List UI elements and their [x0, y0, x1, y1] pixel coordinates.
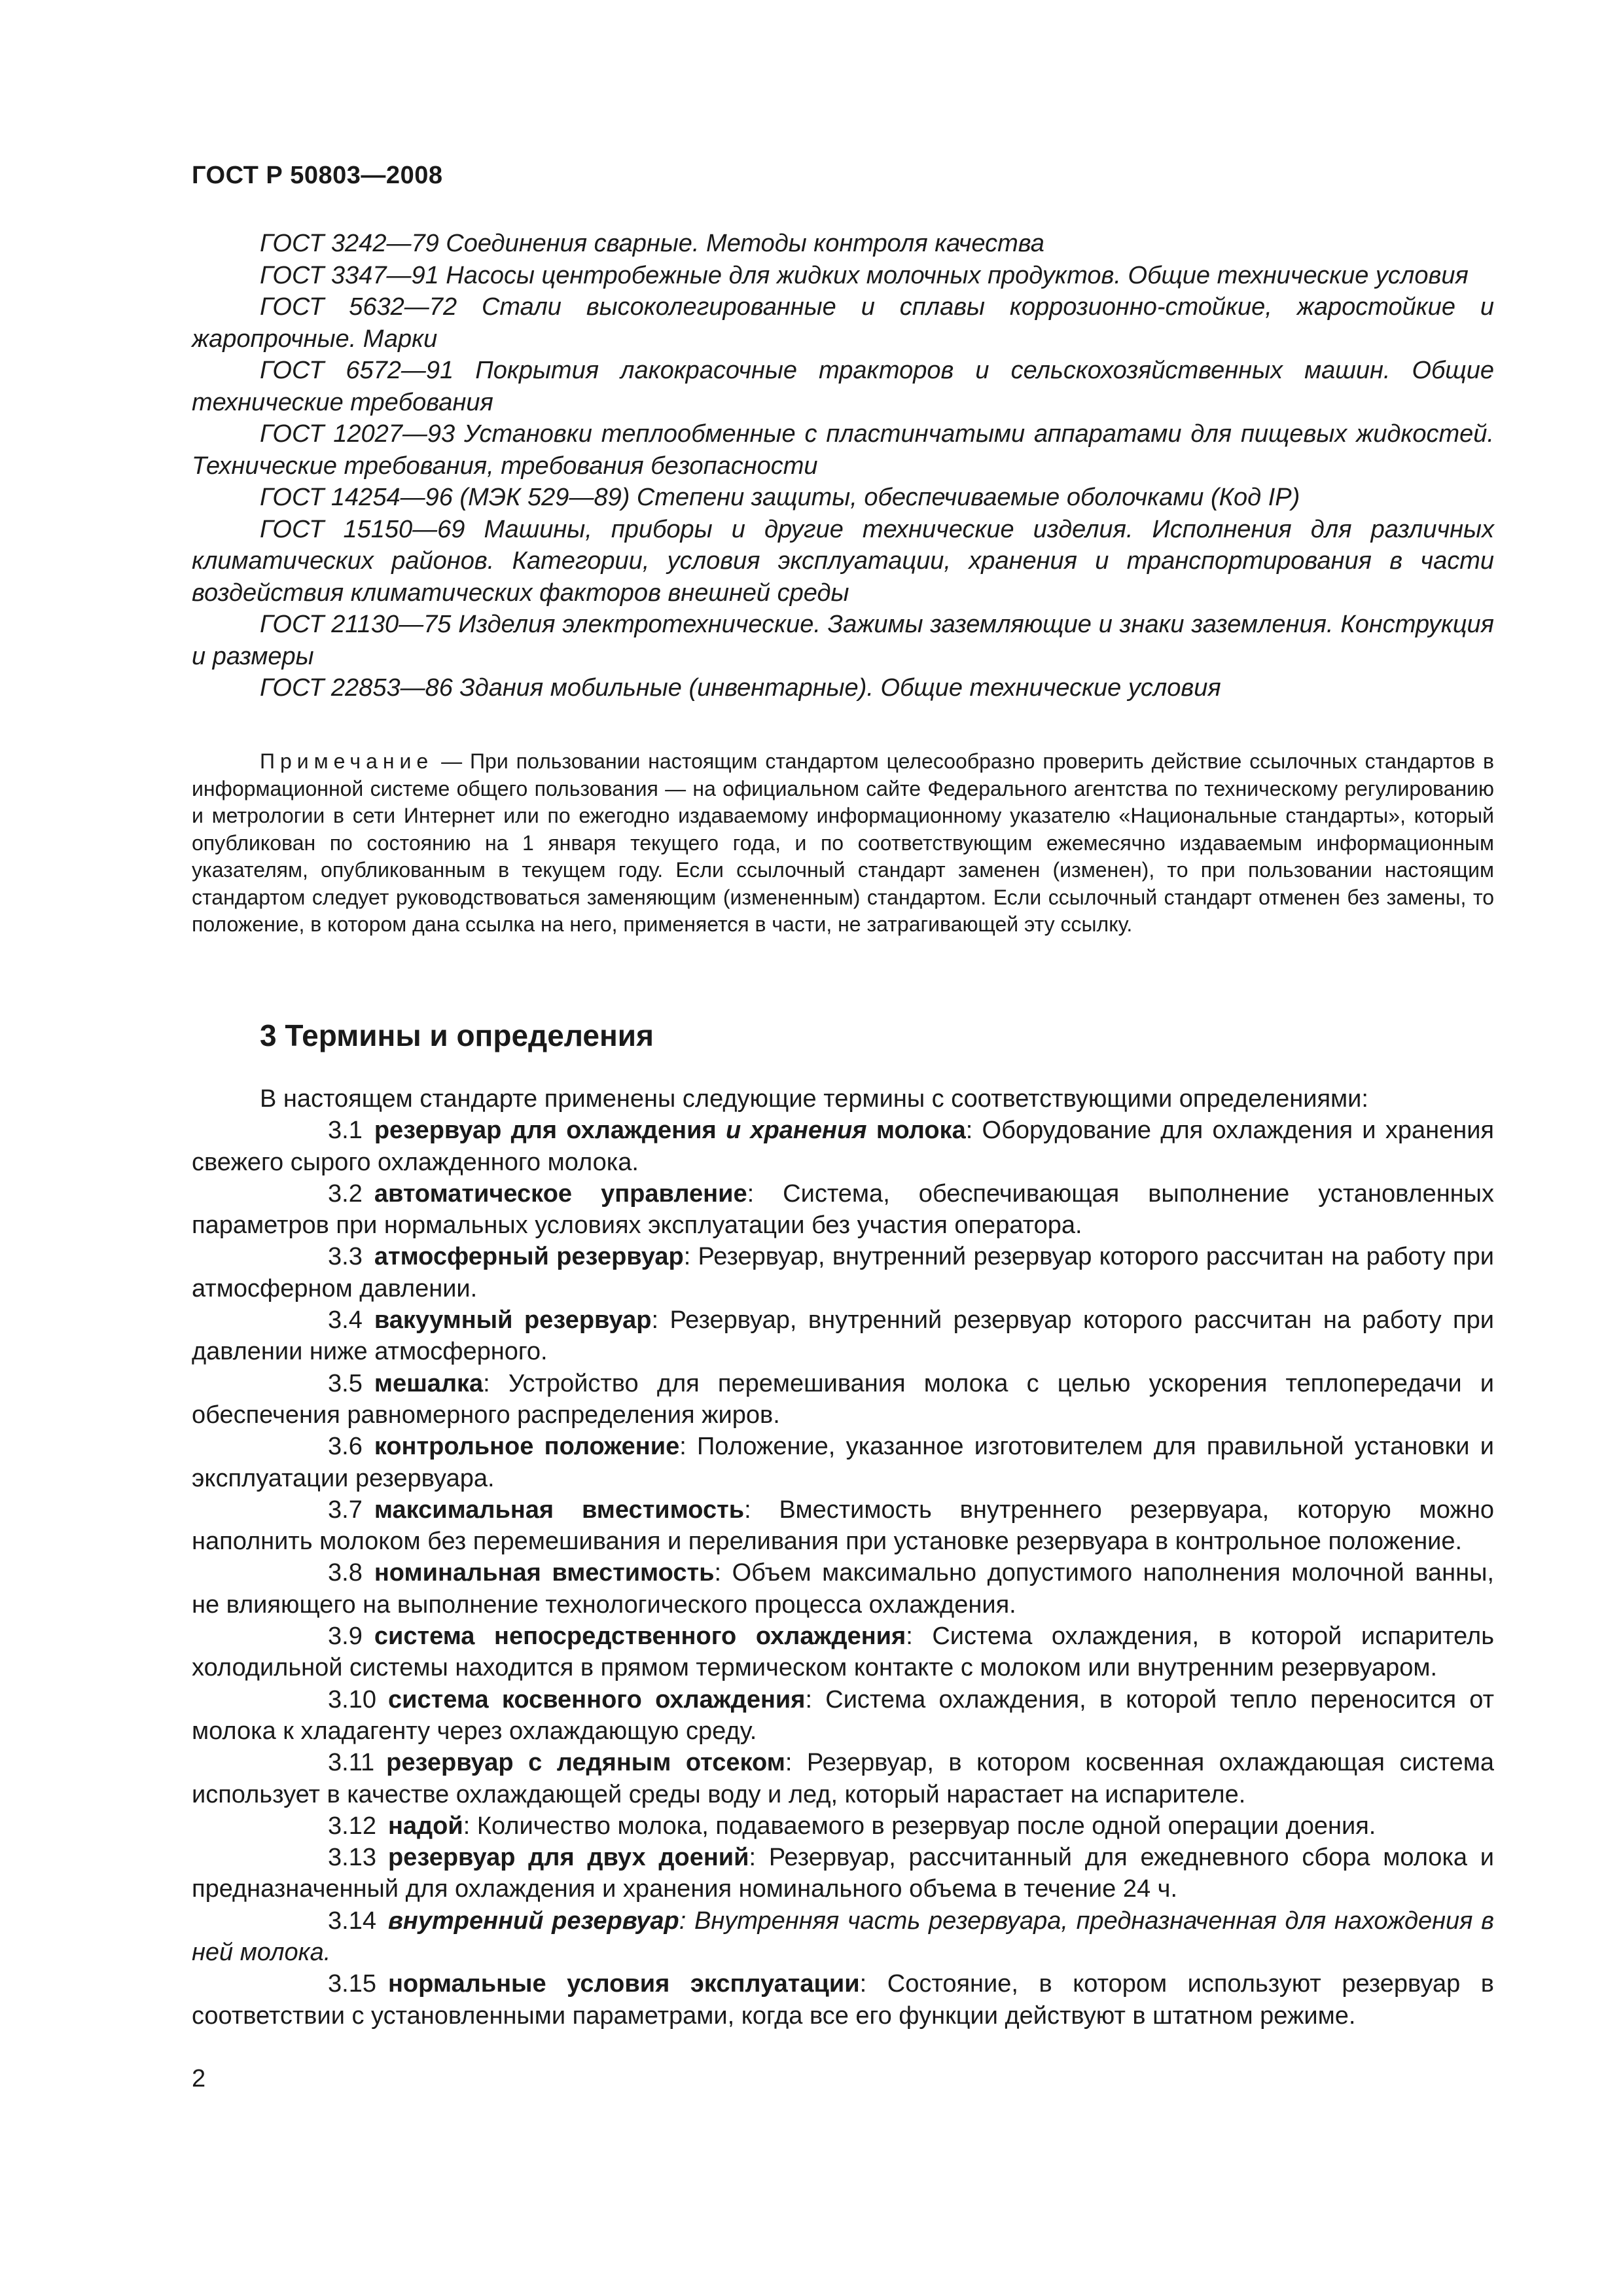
term-number: 3.8 — [328, 1559, 363, 1587]
terms-list — [192, 1083, 1494, 2032]
term-name: резервуар для двух доений — [387, 1844, 749, 1872]
reference-item: ГОСТ 15150—69 Машины, приборы и другие технические изделия. Исполнения для различных климатических районов. Категории, условия эксплуатации, хранения и транспортирования в части воздействия климатических факторов внешней среды — [192, 515, 1494, 607]
term-entry — [192, 1304, 1494, 1368]
term-number: 3.15 — [328, 1970, 376, 1998]
term-name: контрольное положение — [374, 1433, 680, 1461]
term-name: резервуар для охлаждения и хранения молока — [374, 1117, 966, 1145]
term-definition: : Резервуар, в котором косвенная охлаждающая система использует в качестве охлаждающей среды воду и лед, который нарастает на испарителе. — [192, 1749, 1495, 1808]
term-entry — [192, 1684, 1494, 1748]
term-definition: : Состояние, в котором используют резервуар в соответствии с установленными параметрами, когда все его функции действуют в штатном режиме. — [192, 1970, 1494, 2030]
term-definition: : Резервуар, рассчитанный для ежедневного сбора молока и предназначенный для охлаждения и хранения номинального объема в течение 24 ч. — [192, 1844, 1495, 1903]
reference-item: ГОСТ 21130—75 Изделия электротехнические. Зажимы заземляющие и знаки заземления. Конструкция и размеры — [192, 611, 1494, 670]
section-title: 3 Термины и определения — [260, 1018, 654, 1052]
terms-intro: В настоящем стандарте применены следующие термины с соответствующими определениями: — [260, 1085, 1368, 1113]
term-number: 3.3 — [328, 1243, 363, 1271]
term-name: нормальные условия эксплуатации — [387, 1970, 860, 1998]
term-name: система косвенного охлаждения — [387, 1685, 806, 1713]
term-number: 3.12 — [328, 1812, 376, 1840]
term-definition: : Объем максимально допустимого наполнения молочной ванны, не влияющего на выполнение технологического процесса охлаждения. — [192, 1559, 1494, 1619]
term-number: 3.7 — [328, 1496, 363, 1524]
reference-item: ГОСТ 22853—86 Здания мобильные (инвентарные). Общие технические условия — [260, 674, 1221, 702]
term-entry — [192, 1557, 1494, 1621]
term-definition: : Внутренняя часть резервуара, предназначенная для нахождения в ней молока. — [192, 1907, 1495, 1967]
term-definition: : Устройство для перемешивания молока с целью ускорения теплопередачи и обеспечения равномерного распределения жиров. — [192, 1369, 1494, 1429]
term-number: 3.5 — [328, 1369, 363, 1397]
term-definition: : Система охлаждения, в которой тепло переносится от молока к хладагенту через охлаждающую среду. — [192, 1685, 1495, 1745]
term-definition: : Система охлаждения, в которой испаритель холодильной системы находится в прямом термическом контакте с молоком или внутренним резервуаром. — [192, 1623, 1494, 1682]
reference-item: ГОСТ 3242—79 Соединения сварные. Методы контроля качества — [260, 230, 1044, 257]
term-definition: : Резервуар, внутренний резервуар которого рассчитан на работу при атмосферном давлении. — [192, 1243, 1494, 1302]
term-entry — [192, 1842, 1494, 1905]
term-entry — [192, 1431, 1494, 1494]
page-number: 2 — [192, 2065, 206, 2092]
reference-item: ГОСТ 14254—96 (МЭК 529—89) Степени защиты, обеспечиваемые оболочками (Код IP) — [260, 484, 1300, 511]
term-name: надой — [387, 1812, 463, 1840]
term-definition: : Количество молока, подаваемого в резервуар после одной операции доения. — [463, 1812, 1376, 1840]
note-label: Примечание — [260, 749, 434, 773]
term-name: вакуумный резервуар — [374, 1306, 652, 1335]
term-entry — [192, 1905, 1494, 1969]
term-name: внутренний резервуар — [387, 1907, 679, 1935]
reference-item: ГОСТ 3347—91 Насосы центробежные для жидких молочных продуктов. Общие технические условия — [260, 261, 1469, 289]
term-name: резервуар с ледяным отсеком — [386, 1749, 785, 1777]
term-number: 3.10 — [328, 1685, 376, 1713]
term-entry — [192, 1494, 1494, 1558]
note-paragraph — [192, 748, 1494, 939]
term-entry — [192, 1115, 1494, 1178]
term-entry — [192, 1621, 1494, 1684]
reference-item: ГОСТ 12027—93 Установки теплообменные с пластинчатыми аппаратами для пищевых жидкостей. Технические требования, требования безопасности — [192, 420, 1494, 480]
term-number: 3.13 — [328, 1844, 376, 1872]
term-number: 3.9 — [328, 1623, 363, 1651]
term-number: 3.14 — [328, 1907, 376, 1935]
term-number: 3.4 — [328, 1306, 363, 1335]
term-entry — [192, 1241, 1494, 1304]
term-name: система непосредственного охлаждения — [374, 1623, 906, 1651]
term-number: 3.11 — [328, 1749, 375, 1777]
term-name: максимальная вместимость — [374, 1496, 745, 1524]
term-entry — [192, 1368, 1494, 1431]
term-definition: : Вместимость внутреннего резервуара, которую можно наполнить молоком без перемешивания и переливания при установке резервуара в контрольное положение. — [192, 1496, 1494, 1556]
term-entry — [192, 1178, 1494, 1242]
normative-references — [192, 228, 1494, 704]
standard-designation: ГОСТ Р 50803—2008 — [192, 162, 443, 189]
term-entry — [192, 1747, 1494, 1810]
note-text: — При пользовании настоящим стандартом целесообразно проверить действие ссылочных стандартов в информационной системе общего пользования — на официальном сайте Федерального агентства по техническому регулированию и метрологии в сети Интернет или по ежегодно издаваемому информационному указателю «Национальные стандарты», который опубликован по состоянию на 1 января текущего года, и по соответствующим ежемесячно издаваемым информационным указателям, опубликованным в текущем году. Если ссылочный стандарт заменен (изменен), то при пользовании настоящим стандартом следует руководствоваться заменяющим (измененным) стандартом. Если ссылочный стандарт отменен без замены, то положение, в котором дана ссылка на него, применяется в части, не затрагивающей эту ссылку. — [192, 749, 1494, 936]
term-number: 3.6 — [328, 1433, 363, 1461]
term-name: мешалка — [374, 1369, 484, 1397]
term-definition: : Система, обеспечивающая выполнение установленных параметров при нормальных условиях эксплуатации без участия оператора. — [192, 1179, 1494, 1240]
term-name: атмосферный резервуар — [374, 1243, 684, 1271]
term-number: 3.1 — [328, 1117, 363, 1145]
term-entry — [192, 1810, 1494, 1842]
reference-item: ГОСТ 5632—72 Стали высоколегированные и сплавы коррозионно-стойкие, жаростойкие и жаропрочные. Марки — [192, 293, 1494, 353]
term-definition: : Резервуар, внутренний резервуар которого рассчитан на работу при давлении ниже атмосферного. — [192, 1306, 1494, 1366]
term-definition: : Оборудование для охлаждения и хранения свежего сырого охлажденного молока. — [192, 1117, 1494, 1176]
term-entry — [192, 1968, 1494, 2032]
term-definition: : Положение, указанное изготовителем для правильной установки и эксплуатации резервуара. — [192, 1433, 1494, 1492]
term-number: 3.2 — [328, 1179, 363, 1208]
term-name: номинальная вместимость — [374, 1559, 715, 1587]
term-name: автоматическое управление — [374, 1179, 747, 1208]
reference-item: ГОСТ 6572—91 Покрытия лакокрасочные тракторов и сельскохозяйственных машин. Общие технические требования — [192, 357, 1494, 416]
